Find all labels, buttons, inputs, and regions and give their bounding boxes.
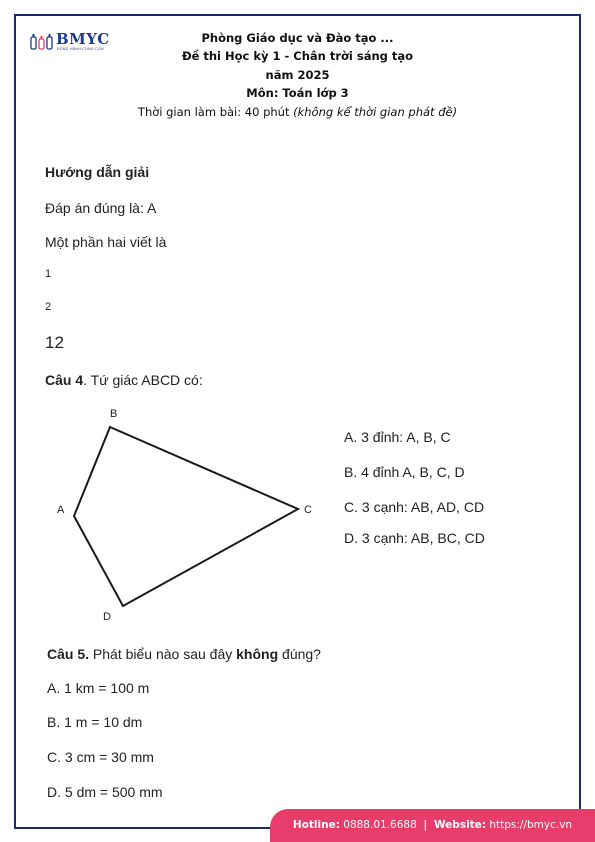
q4-question (45, 372, 203, 388)
quadrilateral-shape (74, 427, 298, 606)
vertex-label-c: C (304, 504, 312, 516)
solution-heading: Hướng dẫn giải (45, 164, 150, 180)
q5-prompt-after: đúng? (282, 646, 321, 662)
fraction-numerator: 1 (45, 268, 52, 280)
bottles-logo-icon (30, 32, 54, 50)
q5-prompt-before: Phát biểu nào sau đây (92, 646, 233, 662)
exam-header (90, 29, 505, 121)
logo-brand: BMYC (56, 30, 110, 48)
footer-separator: | (423, 819, 428, 831)
header-time-note: (không kể thời gian phát đề) (293, 104, 458, 119)
logo-tagline: ĐỒNG HÀNH CÙNG CON (57, 47, 104, 51)
q4-option-b: B. 4 đỉnh A, B, C, D (344, 464, 465, 480)
vertex-label-d: D (103, 611, 111, 620)
vertex-label-b: B (110, 408, 118, 420)
website-label: Website: (433, 819, 487, 831)
q5-prompt-emph: không (236, 646, 279, 662)
header-department: Phòng Giáo dục và Đào tạo ... (201, 31, 394, 45)
q5-label: Câu 5. (47, 646, 90, 662)
solution-answer: Đáp án đúng là: A (45, 200, 157, 216)
q5-option-b: B. 1 m = 10 dm (47, 714, 143, 730)
header-year: năm 2025 (265, 67, 330, 82)
q5-option-c: C. 3 cm = 30 mm (47, 749, 154, 765)
quadrilateral-abcd-diagram (40, 400, 330, 620)
solution-text: Một phần hai viết là (45, 234, 167, 250)
header-subject: Môn: Toán lớp 3 (246, 86, 349, 101)
q5-option-a: A. 1 km = 100 m (47, 680, 150, 696)
fraction-inline: 12 (45, 333, 64, 352)
q4-option-d: D. 3 cạnh: AB, BC, CD (344, 530, 485, 546)
header-time (90, 103, 505, 121)
fraction-denominator: 2 (45, 301, 52, 313)
contact-footer (270, 809, 595, 842)
q4-label: Câu 4 (45, 372, 84, 388)
hotline-label: Hotline: (292, 819, 340, 831)
q5-question (47, 646, 321, 662)
header-exam-title: Đề thi Học kỳ 1 - Chân trời sáng tạo (181, 49, 414, 64)
website-link[interactable]: https://bmyc.vn (489, 819, 573, 831)
q4-prompt: . Tứ giác ABCD có: (83, 372, 203, 388)
q5-option-d: D. 5 dm = 500 mm (47, 784, 163, 800)
q4-option-c: C. 3 cạnh: AB, AD, CD (344, 499, 485, 515)
vertex-label-a: A (57, 504, 65, 516)
header-time-prefix: Thời gian làm bài: 40 phút (137, 104, 290, 119)
hotline-number[interactable]: 0888.01.6688 (343, 819, 417, 831)
q4-option-a: A. 3 đỉnh: A, B, C (344, 429, 451, 445)
